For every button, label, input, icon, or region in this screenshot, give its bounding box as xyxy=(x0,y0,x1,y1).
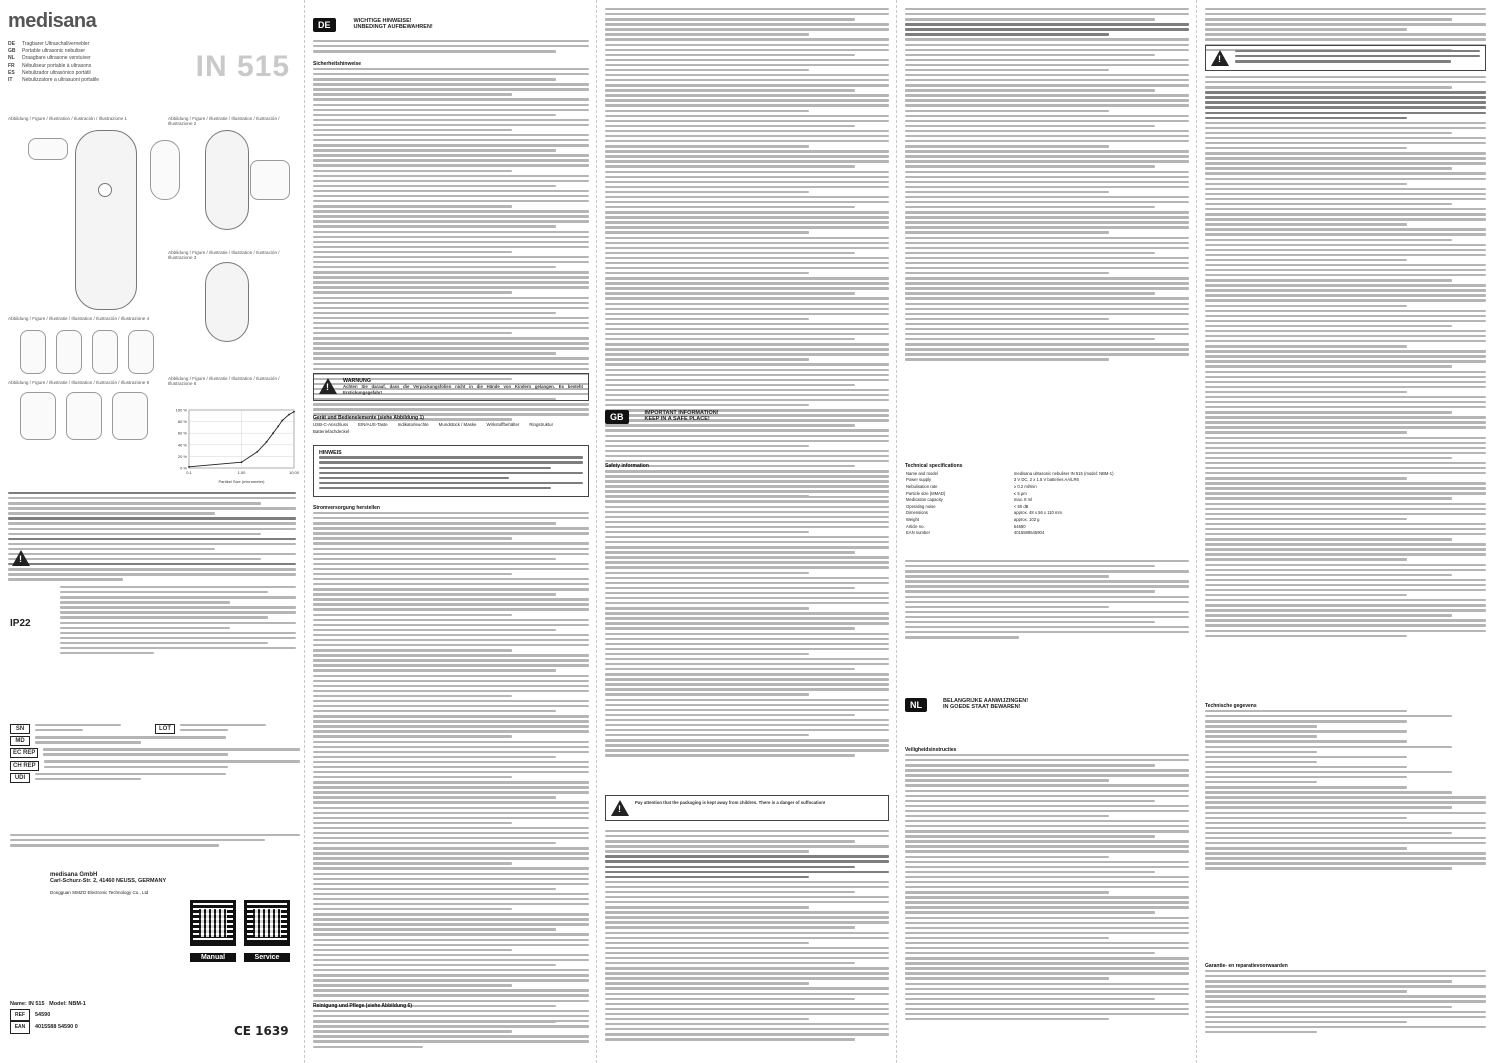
y-tick-label: 80 % xyxy=(177,419,187,425)
gb-important-sub: KEEP IN A SAFE PLACE! xyxy=(644,416,710,422)
spec-row xyxy=(905,529,1189,536)
de-continued-text xyxy=(605,8,889,526)
spec-value: max. 8 ml xyxy=(1013,497,1033,503)
dutch-column xyxy=(1197,0,1494,1063)
ean-row: EAN 4015588 54590 0 xyxy=(10,1021,300,1034)
manual-label: Manual xyxy=(190,953,236,962)
data-point xyxy=(241,461,243,463)
control-item: Batteriefachdeckel xyxy=(313,429,350,434)
mouthpiece-illustration xyxy=(28,138,68,160)
de-intro-text xyxy=(313,40,589,55)
de-hinweis-heading: HINWEIS xyxy=(319,450,342,456)
spec-value: < 50 dB xyxy=(1013,503,1029,509)
de-battery-heading: Stromversorgung herstellen xyxy=(313,505,380,511)
figure-6-caption: Abbildung / Figure / Illustratie / Illustration / Ilustración / Illustrazione 6 xyxy=(168,376,280,386)
gb-continued-text xyxy=(905,8,1189,363)
service-qr[interactable] xyxy=(244,900,290,964)
spec-label: EAN number xyxy=(906,530,930,536)
mask-illustration xyxy=(150,140,180,200)
manual-qr[interactable] xyxy=(190,900,236,964)
manufacturer-address: Carl-Schurz-Str. 2, 41460 NEUSS, GERMANY xyxy=(50,878,167,884)
y-tick-label: 100 % xyxy=(175,407,187,413)
spec-label: Dimensions xyxy=(906,510,928,516)
battery-insert-illustration xyxy=(205,130,249,230)
warning-triangle-icon xyxy=(12,550,30,566)
gb-header xyxy=(605,410,889,424)
x-axis-label: Partikel Size (micrometer) xyxy=(218,479,265,484)
de-scope-heading: Gerät und Bedienelemente (siehe Abbildung 1) xyxy=(313,415,424,421)
ch-rep-symbol: CH REP xyxy=(10,761,39,771)
cleaning-step-illustration xyxy=(66,392,102,440)
gb-warning-box xyxy=(605,795,889,821)
figure-1-caption: Abbildung / Figure / Illustration / Ilustración / Illustrazione 1 xyxy=(8,116,127,121)
de-warning-heading: WARNUNG xyxy=(343,378,371,384)
spec-value: medisana ultrasonic nebuliser IN 515 (model: NBM-1) xyxy=(1013,470,1114,476)
spec-row xyxy=(905,483,1189,490)
symbol-row xyxy=(10,760,300,770)
data-point xyxy=(272,432,274,434)
china-manufacturer: Dongguan SIMZO Electronic Technology Co., Ltd xyxy=(50,890,149,895)
symbol-row xyxy=(10,724,300,734)
control-item: Ringstruktur xyxy=(529,422,554,427)
spec-row xyxy=(905,523,1189,530)
gb-important-title: IMPORTANT INFORMATION! xyxy=(644,410,719,416)
de-section-badge: DE xyxy=(313,18,336,32)
y-tick-label: 40 % xyxy=(177,442,187,448)
qr-code-icon xyxy=(190,900,236,946)
control-item: Wirkstoffbehälter xyxy=(486,422,520,427)
data-point xyxy=(293,411,295,413)
figure-3-caption: Abbildung / Figure / Illustratie / Illustration / Ilustración / Illustrazione 3 xyxy=(168,250,280,260)
nl-important-title: BELANGRIJKE AANWIJZINGEN! xyxy=(943,698,1029,704)
spec-row xyxy=(905,516,1189,523)
gb-section-badge: GB xyxy=(605,410,629,424)
figure-4-caption: Abbildung / Figure / Illustratie / Illustration / Ilustración / Illustrazione 4 xyxy=(8,316,150,321)
symbol-row xyxy=(10,748,300,758)
data-point xyxy=(188,466,190,468)
de-hinweis-text xyxy=(319,456,583,489)
spec-row xyxy=(905,496,1189,503)
cleaning-step-illustration xyxy=(112,392,148,440)
nl-section-badge: NL xyxy=(905,698,927,712)
control-item: USB-C-Anschluss xyxy=(313,422,349,427)
lot-symbol: LOT xyxy=(155,724,175,734)
de-usage-text xyxy=(313,512,589,1030)
classification-text xyxy=(60,586,296,657)
nl-safety-heading: Veiligheidsinstructies xyxy=(905,747,957,753)
data-point xyxy=(277,425,279,427)
y-tick-label: 60 % xyxy=(177,430,187,436)
english-dutch-column xyxy=(897,0,1197,1063)
qr-code-icon xyxy=(244,900,290,946)
nl-tech-heading: Technische gegevens xyxy=(1205,703,1257,709)
warning-triangle-icon xyxy=(319,378,337,394)
spec-label: Nebulisation rate xyxy=(906,483,938,489)
x-tick-label: 1.00 xyxy=(237,470,246,475)
symbol-row xyxy=(10,773,300,783)
particle-size-chart-svg xyxy=(165,404,300,484)
spec-label: Name and model xyxy=(906,470,938,476)
gb-emc-text xyxy=(905,560,1189,641)
data-point xyxy=(266,441,268,443)
name-row: Name: IN 515 Model: NBM-1 xyxy=(10,1001,86,1007)
spec-label: Article no. xyxy=(906,523,925,529)
brand-logo: medisana xyxy=(8,10,97,32)
nebuliser-illustration xyxy=(75,130,137,310)
sn-symbol: SN xyxy=(10,724,30,734)
spec-value: ≤ 5 µm xyxy=(1013,490,1027,496)
symbol-legend xyxy=(10,722,300,785)
service-label: Service xyxy=(244,953,290,962)
ref-row: REF 54590 xyxy=(10,1009,300,1022)
de-controls-list xyxy=(313,422,589,434)
nl-warranty-text xyxy=(1205,970,1486,1036)
language-item: DE Tragbarer Ultraschallvernebler xyxy=(8,41,90,47)
multilingual-warnings-text xyxy=(8,492,296,583)
warning-triangle-icon xyxy=(1211,50,1229,66)
language-item: ES Nebulizador ultrasónico portátil xyxy=(8,69,91,76)
spec-row xyxy=(905,510,1189,517)
spec-row xyxy=(905,470,1189,477)
spec-label: Medication capacity xyxy=(906,497,943,503)
de-important-title: WICHTIGE HINWEISE! xyxy=(353,18,412,24)
assembly-step-illustration xyxy=(56,330,82,374)
de-important-sub: UNBEDINGT AUFBEWAHREN! xyxy=(353,24,433,30)
usb-charging-illustration xyxy=(205,262,249,342)
nl-important-sub: IN GOEDE STAAT BEWAREN! xyxy=(943,704,1021,710)
nl-safety-text xyxy=(905,754,1189,1023)
gb-spec-table xyxy=(905,470,1189,536)
assembly-step-illustration xyxy=(20,330,46,374)
spec-row xyxy=(905,503,1189,510)
de-hinweis-box xyxy=(313,445,589,497)
spec-value: 4015588545904 xyxy=(1013,530,1045,536)
data-point xyxy=(281,420,283,422)
de-warning-text: Achten Sie darauf, dass die Verpackungsfolien nicht in die Hände von Kindern gelangen. Es besteht Erstickungsgefahr! xyxy=(343,384,583,395)
spec-value: 54590 xyxy=(1013,523,1026,529)
nl-header xyxy=(905,698,1189,712)
language-item: IT Nebulizzatore a ultrasuoni portatile xyxy=(8,77,99,84)
gb-usage-text xyxy=(605,830,889,1043)
cleaning-step-illustration xyxy=(20,392,56,440)
ip-rating: IP22 xyxy=(10,618,31,629)
manufacturer-name: medisana GmbH xyxy=(50,872,98,878)
spec-value: ≥ 0.2 ml/min xyxy=(1013,483,1037,489)
particle-size-chart xyxy=(165,404,300,484)
control-item: Indikatorleuchte xyxy=(397,422,429,427)
de-cleaning-heading: Reinigung und Pflege (siehe Abbildung 6) xyxy=(313,1003,412,1009)
figure-5-caption: Abbildung / Figure / Illustratie / Illustration / Ilustración / Illustrazione 5 xyxy=(8,380,150,385)
spec-label: Particle size (MMAD) xyxy=(906,490,946,496)
control-item: Mundstück / Maske xyxy=(438,422,477,427)
language-item: GB Portable ultrasonic nebuliser xyxy=(8,48,86,55)
german-english-column xyxy=(597,0,897,1063)
ec-rep-symbol: EC REP xyxy=(10,748,38,758)
gb-warning-text: Pay attention that the packaging is kept away from children. There is a danger of suffocation! xyxy=(635,800,826,805)
language-item: FR Nébuliseur portable à ultrasons xyxy=(8,62,92,69)
data-point xyxy=(288,414,290,416)
de-header xyxy=(313,18,589,32)
warning-triangle-icon xyxy=(611,800,629,816)
assembly-step-illustration xyxy=(128,330,154,374)
spec-label: Weight xyxy=(906,516,919,522)
power-button-illustration xyxy=(98,183,112,197)
spec-label: Operating noise xyxy=(906,503,936,509)
weee-disposal-text xyxy=(10,834,300,849)
spec-row xyxy=(905,477,1189,484)
gb-tech-heading: Technical specifications xyxy=(905,463,963,469)
language-item: NL Draagbare ultrasone verstuiver xyxy=(8,55,91,62)
battery-illustration xyxy=(250,160,290,200)
assembly-step-illustration xyxy=(92,330,118,374)
de-cleaning-text xyxy=(313,1010,589,1051)
de-safety-heading: Sicherheitshinweise xyxy=(313,61,362,67)
y-tick-label: 0 % xyxy=(180,465,187,471)
gb-safety-text xyxy=(605,470,889,759)
x-tick-label: 0.1 xyxy=(186,470,192,475)
spec-value: approx. 48 x 56 x 110 mm xyxy=(1013,510,1063,516)
cover-column xyxy=(0,0,305,1063)
spec-label: Power supply xyxy=(906,477,932,483)
control-item: EIN/AUS-Taste xyxy=(358,422,388,427)
nl-tech-text xyxy=(1205,710,1486,873)
y-tick-label: 20 % xyxy=(177,453,187,459)
spec-value: 3 V DC, 2 x 1.5 V batteries AA/LR6 xyxy=(1013,477,1079,483)
figure-2-caption: Abbildung / Figure / Illustratie / Illustration / Ilustración / Illustrazione 2 xyxy=(168,116,280,126)
model-badge: IN 515 xyxy=(195,50,290,83)
gb-safety-heading: Safety information xyxy=(605,463,649,469)
manufacturer-block xyxy=(50,872,290,895)
spec-value: approx. 102 g xyxy=(1013,516,1040,522)
nl-usage-text xyxy=(1205,76,1486,640)
de-safety-text xyxy=(313,68,589,423)
spec-row xyxy=(905,490,1189,497)
data-point xyxy=(256,451,258,453)
symbol-row xyxy=(10,736,300,746)
ce-mark: CE 1639 xyxy=(234,1024,289,1038)
udi-symbol: UDI xyxy=(10,773,30,783)
x-tick-label: 10.00 xyxy=(288,470,300,475)
nl-warning-box xyxy=(1205,45,1486,71)
nl-warranty-heading: Garantie- en reparatievoorwaarden xyxy=(1205,963,1288,969)
german-column xyxy=(305,0,597,1063)
de-warning-box xyxy=(313,373,589,401)
md-symbol: MD xyxy=(10,736,30,746)
